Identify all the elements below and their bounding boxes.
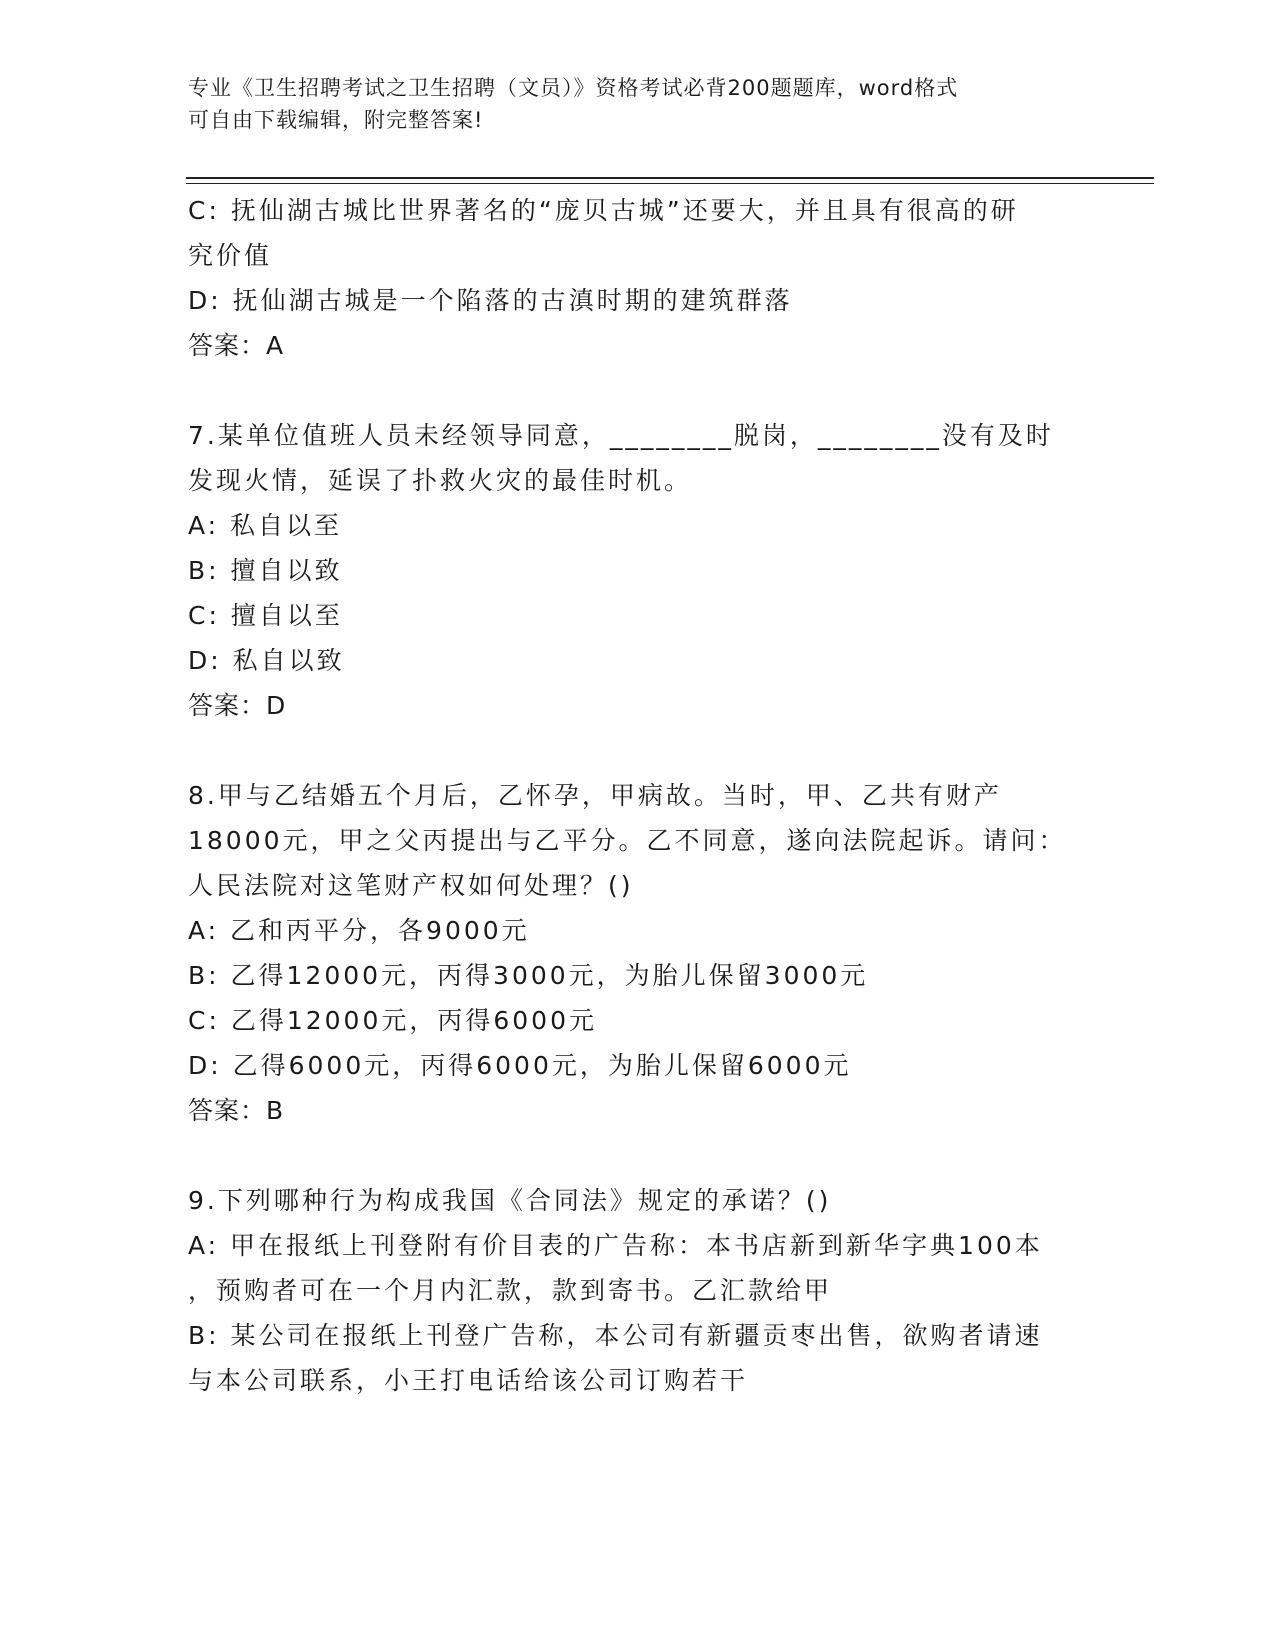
option-c: C: 抚仙湖古城比世界著名的“庞贝古城”还要大，并且具有很高的研 <box>188 196 1019 225</box>
question-stem: 9.下列哪种行为构成我国《合同法》规定的承诺？() <box>188 1186 832 1215</box>
spacer <box>188 728 1088 773</box>
question-stem: 8.甲与乙结婚五个月后，乙怀孕，甲病故。当时，甲、乙共有财产 <box>188 781 1002 810</box>
question-list <box>188 188 1088 1403</box>
question-stem-continued: 发现火情，延误了扑救火灾的最佳时机。 <box>188 466 693 495</box>
answer-label: 答案：B <box>188 1096 285 1125</box>
option-c: C: 擅自以至 <box>188 601 343 630</box>
option-d: D: 乙得6000元，丙得6000元，为胎儿保留6000元 <box>188 1051 852 1080</box>
option-b-continued: 与本公司联系，小王打电话给该公司订购若干 <box>188 1366 749 1395</box>
option-b: B: 某公司在报纸上刊登广告称，本公司有新疆贡枣出售，欲购者请速 <box>188 1321 1043 1350</box>
option-c-continued: 究价值 <box>188 241 273 270</box>
spacer <box>188 1133 1088 1178</box>
question-7 <box>188 413 1088 728</box>
header-rule-thin <box>186 183 1154 184</box>
question-stem: 7.某单位值班人员未经领导同意，________脱岗，________没有及时 <box>188 421 1054 450</box>
question-stem-continued: 人民法院对这笔财产权如何处理？() <box>188 871 634 900</box>
option-d: D: 私自以致 <box>188 646 345 675</box>
question-stem-continued: 18000元，甲之父丙提出与乙平分。乙不同意，遂向法院起诉。请问： <box>188 826 1067 855</box>
answer-label: 答案：D <box>188 691 287 720</box>
header-line-1: 专业《卫生招聘考试之卫生招聘（文员）》资格考试必背200题题库，word格式 <box>188 76 959 100</box>
header-rule-thick <box>186 177 1154 179</box>
spacer <box>188 368 1088 413</box>
question-6-tail <box>188 188 1088 368</box>
answer-label: 答案：A <box>188 331 285 360</box>
header-line-2: 可自由下载编辑，附完整答案! <box>188 108 484 132</box>
option-a-continued: ，预购者可在一个月内汇款，款到寄书。乙汇款给甲 <box>188 1276 833 1305</box>
option-b: B: 乙得12000元，丙得3000元，为胎儿保留3000元 <box>188 961 869 990</box>
option-a: A: 私自以至 <box>188 511 343 540</box>
option-b: B: 擅自以致 <box>188 556 343 585</box>
question-9 <box>188 1178 1088 1403</box>
option-c: C: 乙得12000元，丙得6000元 <box>188 1006 597 1035</box>
option-a: A: 乙和丙平分，各9000元 <box>188 916 530 945</box>
option-d: D: 抚仙湖古城是一个陷落的古滇时期的建筑群落 <box>188 286 793 315</box>
option-a: A: 甲在报纸上刊登附有价目表的广告称：本书店新到新华字典100本 <box>188 1231 1043 1260</box>
question-8 <box>188 773 1088 1133</box>
document-header <box>188 72 1068 136</box>
